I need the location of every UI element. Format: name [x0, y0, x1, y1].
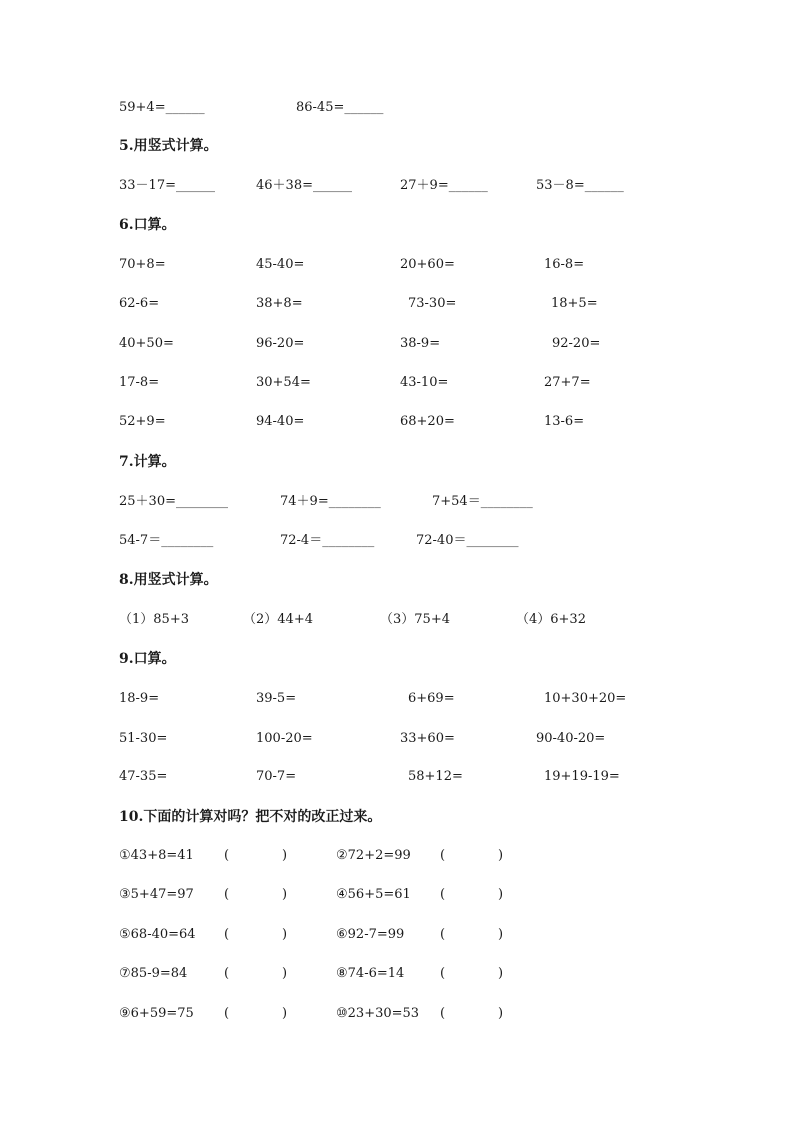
answer-paren-close: )	[282, 887, 288, 902]
answer-paren-close: )	[282, 927, 288, 942]
problem-text: 53－8=______	[536, 178, 624, 193]
problem-text: 58+12=	[408, 769, 463, 784]
problem-text: 38-9=	[400, 336, 441, 351]
problem-text: ⑤68-40=64	[119, 927, 196, 942]
problem-text: 59+4=______	[119, 100, 205, 115]
answer-paren-open: (	[224, 927, 230, 942]
problem-text: ③5+47=97	[119, 887, 194, 902]
answer-paren-close: )	[498, 966, 504, 981]
answer-paren-open: (	[440, 1006, 446, 1021]
problem-text: ⑧74-6=14	[336, 966, 405, 981]
problem-text: （3）75+4	[380, 612, 450, 627]
problem-text: （1）85+3	[119, 612, 189, 627]
problem-text: 72-4＝________	[280, 533, 375, 548]
problem-text: （2）44+4	[243, 612, 313, 627]
problem-text: 33－17=______	[119, 178, 215, 193]
problem-text: ②72+2=99	[336, 848, 411, 863]
answer-paren-close: )	[498, 1006, 504, 1021]
answer-paren-open: (	[440, 966, 446, 981]
problem-text: ⑥92-7=99	[336, 927, 405, 942]
answer-paren-close: )	[498, 848, 504, 863]
problem-text: 70-7=	[256, 769, 297, 784]
problem-text: 86-45=______	[296, 100, 384, 115]
problem-text: 92-20=	[552, 336, 601, 351]
problem-text: 39-5=	[256, 691, 297, 706]
problem-text: 27＋9=______	[400, 178, 488, 193]
section-title-6: 6.口算。	[119, 217, 176, 233]
problem-text: 33+60=	[400, 731, 455, 746]
problem-text: 20+60=	[400, 257, 455, 272]
problem-text: ④56+5=61	[336, 887, 411, 902]
problem-text: 90-40-20=	[536, 731, 606, 746]
section-title-8: 8.用竖式计算。	[119, 572, 218, 588]
problem-text: ①43+8=41	[119, 848, 194, 863]
problem-text: 30+54=	[256, 375, 311, 390]
answer-paren-open: (	[224, 848, 230, 863]
problem-text: 96-20=	[256, 336, 305, 351]
problem-text: 72-40＝________	[416, 533, 519, 548]
answer-paren-close: )	[498, 887, 504, 902]
answer-paren-open: (	[440, 887, 446, 902]
problem-text: 13-6=	[544, 414, 585, 429]
problem-text: 51-30=	[119, 731, 168, 746]
problem-text: 25＋30=________	[119, 494, 228, 509]
problem-text: 18-9=	[119, 691, 160, 706]
problem-text: 68+20=	[400, 414, 455, 429]
problem-text: 43-10=	[400, 375, 449, 390]
section-title-5: 5.用竖式计算。	[119, 138, 218, 154]
answer-paren-open: (	[224, 1006, 230, 1021]
problem-text: 70+8=	[119, 257, 166, 272]
problem-text: 52+9=	[119, 414, 166, 429]
problem-text: 19+19-19=	[544, 769, 620, 784]
problem-text: 16-8=	[544, 257, 585, 272]
problem-text: 18+5=	[551, 296, 598, 311]
section-title-7: 7.计算。	[119, 454, 176, 470]
answer-paren-close: )	[282, 1006, 288, 1021]
problem-text: ⑦85-9=84	[119, 966, 188, 981]
answer-paren-close: )	[282, 966, 288, 981]
problem-text: 46＋38=______	[256, 178, 352, 193]
answer-paren-open: (	[440, 848, 446, 863]
problem-text: 38+8=	[256, 296, 303, 311]
problem-text: 6+69=	[408, 691, 455, 706]
section-title-9: 9.口算。	[119, 651, 176, 667]
problem-text: 94-40=	[256, 414, 305, 429]
problem-text: 62-6=	[119, 296, 160, 311]
answer-paren-open: (	[224, 887, 230, 902]
problem-text: 45-40=	[256, 257, 305, 272]
problem-text: 74＋9=________	[280, 494, 381, 509]
problem-text: 47-35=	[119, 769, 168, 784]
problem-text: （4）6+32	[516, 612, 586, 627]
problem-text: 40+50=	[119, 336, 174, 351]
problem-text: 73-30=	[408, 296, 457, 311]
problem-text: ⑨6+59=75	[119, 1006, 194, 1021]
answer-paren-open: (	[440, 927, 446, 942]
problem-text: 54-7＝________	[119, 533, 214, 548]
problem-text: 10+30+20=	[544, 691, 627, 706]
problem-text: ⑩23+30=53	[336, 1006, 420, 1021]
problem-text: 27+7=	[544, 375, 591, 390]
problem-text: 17-8=	[119, 375, 160, 390]
answer-paren-close: )	[282, 848, 288, 863]
answer-paren-close: )	[498, 927, 504, 942]
problem-text: 7+54＝________	[432, 494, 533, 509]
section-title-10: 10.下面的计算对吗？把不对的改正过来。	[119, 809, 382, 825]
problem-text: 100-20=	[256, 731, 313, 746]
answer-paren-open: (	[224, 966, 230, 981]
